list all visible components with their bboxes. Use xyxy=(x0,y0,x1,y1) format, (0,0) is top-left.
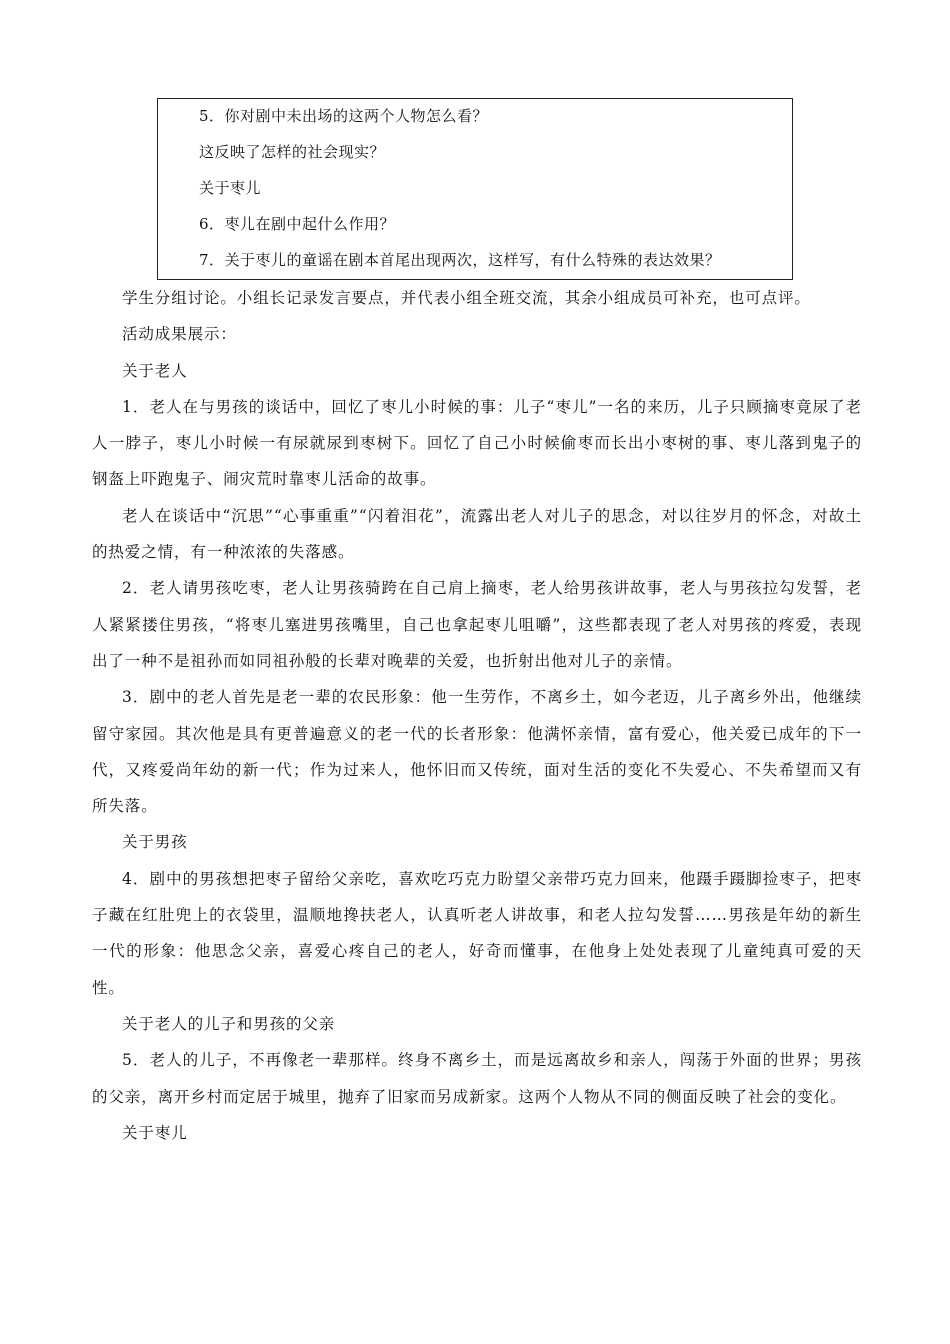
heading-boy: 关于男孩 xyxy=(122,833,188,852)
paragraph-5: 5．老人的儿子，不再像老一辈那样。终身不离乡土，而是远离故乡和亲人，闯荡于外面的世界；男孩的父亲，离开乡村而定居于城里，抛弃了旧家而另成新家。这两个人物从不同的侧面反映了社会的变化。 xyxy=(92,1051,862,1106)
paragraph-4: 4．剧中的男孩想把枣子留给父亲吃，喜欢吃巧克力盼望父亲带巧克力回来，他蹑手蹑脚捡枣子，把枣子藏在红肚兜上的衣袋里，温顺地搀扶老人，认真听老人讲故事，和老人拉勾发誓……男孩是年幼的新生一代的形象：他思念父亲，喜爱心疼自己的老人，好奇而懂事，在他身上处处表现了儿童纯真可爱的天性。 xyxy=(92,869,862,997)
results-heading: 活动成果展示： xyxy=(122,325,237,344)
heading-fathers: 关于老人的儿子和男孩的父亲 xyxy=(122,1014,336,1033)
question-box xyxy=(157,98,793,280)
section-label-zaoer: 关于枣儿 xyxy=(199,179,262,197)
paragraph-1: 1．老人在与男孩的谈话中，回忆了枣儿小时候的事：儿子“枣儿”一名的来历，儿子只顾摘枣竟尿了老人一脖子，枣儿小时候一有尿就尿到枣树下。回忆了自己小时候偷枣而长出小枣树的事、枣儿落到鬼子的钢盔上吓跑鬼子、闹灾荒时靠枣儿活命的故事。 xyxy=(92,397,862,489)
heading-old-man: 关于老人 xyxy=(122,361,188,380)
paragraph-3: 3．剧中的老人首先是老一辈的农民形象：他一生劳作，不离乡土，如今老迈，儿子离乡外出，他继续留守家园。其次他是具有更普遍意义的老一代的长者形象：他满怀亲情，富有爱心，他关爱已成年的下一代，又疼爱尚年幼的新一代；作为过来人，他怀旧而又传统，面对生活的变化不失爱心、不失希望而又有所失落。 xyxy=(92,688,862,816)
heading-zaoer: 关于枣儿 xyxy=(122,1123,188,1142)
question-5: 5．你对剧中未出场的这两个人物怎么看？ xyxy=(199,107,489,125)
paragraph-2: 2．老人请男孩吃枣，老人让男孩骑跨在自己肩上摘枣，老人给男孩讲故事，老人与男孩拉勾发誓，老人紧紧搂住男孩，“将枣儿塞进男孩嘴里，自己也拿起枣儿咀嚼”，这些都表现了老人对男孩的疼爱，表现出了一种不是祖孙而如同祖孙般的长辈对晚辈的关爱，也折射出他对儿子的亲情。 xyxy=(92,579,862,670)
discussion-instruction: 学生分组讨论。小组长记录发言要点，并代表小组全班交流，其余小组成员可补充，也可点评。 xyxy=(122,289,811,307)
body-text xyxy=(92,280,862,1151)
paragraph-1b: 老人在谈话中“沉思”“心事重重”“闪着泪花”，流露出老人对儿子的思念，对以往岁月的怀念，对故土的热爱之情，有一种浓浓的失落感。 xyxy=(92,506,862,562)
question-7: 7．关于枣儿的童谣在剧本首尾出现两次，这样写，有什么特殊的表达效果？ xyxy=(199,251,721,269)
question-5-followup: 这反映了怎样的社会现实？ xyxy=(199,143,386,161)
question-6: 6．枣儿在剧中起什么作用？ xyxy=(199,215,396,233)
